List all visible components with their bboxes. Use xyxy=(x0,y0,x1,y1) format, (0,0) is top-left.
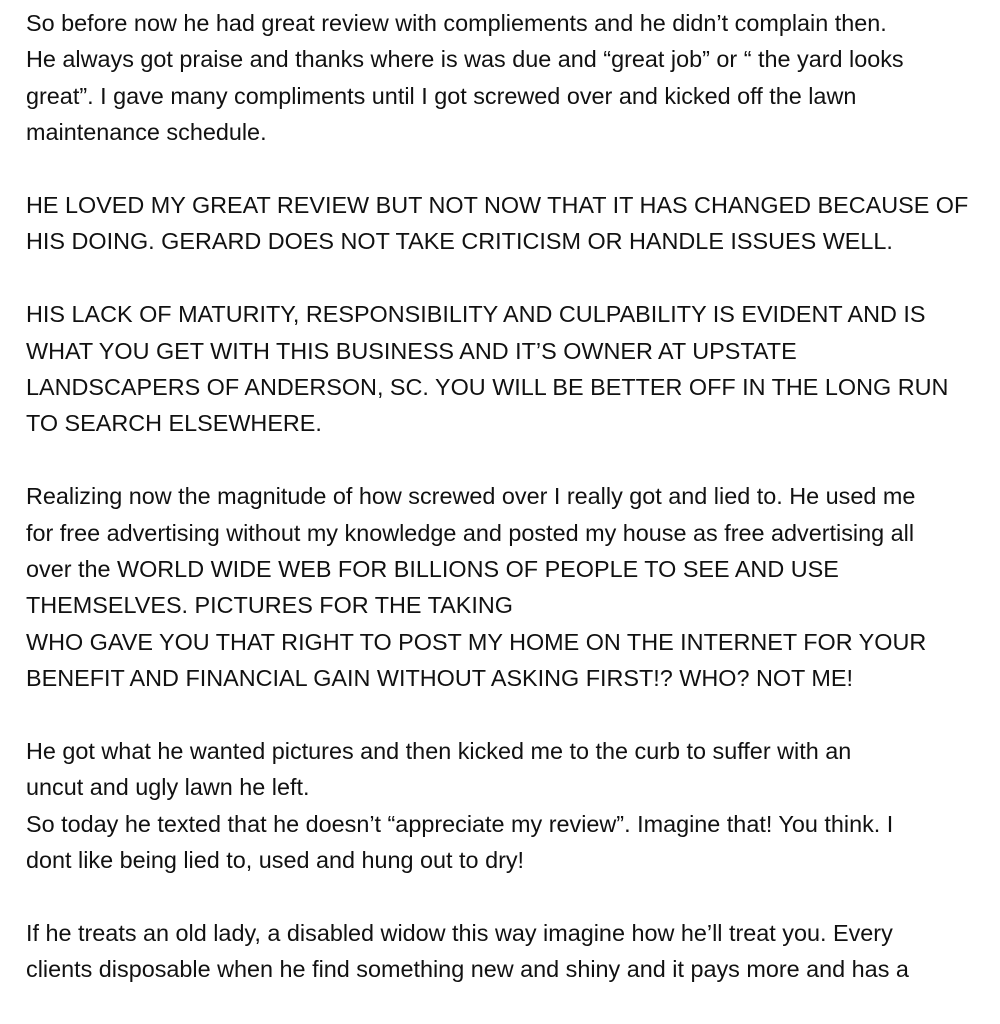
paragraph-4 xyxy=(26,478,986,696)
text-line: TO SEARCH ELSEWHERE. xyxy=(26,410,322,437)
review-text xyxy=(26,5,986,1024)
text-line: clients disposable when he find something new and shiny and it pays more and has a xyxy=(26,956,909,983)
text-line: Realizing now the magnitude of how screwed over I really got and lied to. He used me xyxy=(26,483,916,510)
text-line: over the WORLD WIDE WEB FOR BILLIONS OF PEOPLE TO SEE AND USE xyxy=(26,556,839,583)
text-line: WHAT YOU GET WITH THIS BUSINESS AND IT’S OWNER AT UPSTATE xyxy=(26,337,797,364)
text-line: great”. I gave many compliments until I got screwed over and kicked off the lawn xyxy=(26,82,857,109)
paragraph-2 xyxy=(26,187,986,260)
text-line: WHO GAVE YOU THAT RIGHT TO POST MY HOME ON THE INTERNET FOR YOUR xyxy=(26,628,927,655)
paragraph-1 xyxy=(26,5,986,151)
text-line: THEMSELVES. PICTURES FOR THE TAKING xyxy=(26,592,513,619)
text-line: If he treats an old lady, a disabled widow this way imagine how he’ll treat you. Every xyxy=(26,920,893,947)
text-line: So today he texted that he doesn’t “appreciate my review”. Imagine that! You think. I xyxy=(26,810,894,837)
text-line: for free advertising without my knowledge and posted my house as free advertising all xyxy=(26,519,915,546)
text-line: maintenance schedule. xyxy=(26,119,267,146)
text-line: uncut and ugly lawn he left. xyxy=(26,774,310,801)
text-line: HIS LACK OF MATURITY, RESPONSIBILITY AND CULPABILITY IS EVIDENT AND IS xyxy=(26,301,926,328)
paragraph-5 xyxy=(26,733,986,879)
text-line: HE LOVED MY GREAT REVIEW BUT NOT NOW THAT IT HAS CHANGED BECAUSE OF xyxy=(26,192,969,219)
paragraph-3 xyxy=(26,296,986,442)
text-line: He always got praise and thanks where is was due and “great job” or “ the yard looks xyxy=(26,46,904,73)
text-line: LANDSCAPERS OF ANDERSON, SC. YOU WILL BE BETTER OFF IN THE LONG RUN xyxy=(26,374,949,401)
paragraph-6 xyxy=(26,915,986,988)
text-line: BENEFIT AND FINANCIAL GAIN WITHOUT ASKING FIRST!? WHO? NOT ME! xyxy=(26,665,854,692)
text-line: So before now he had great review with complieme​nts and he didn’t complain then. xyxy=(26,10,887,36)
text-line: HIS DOING. GERARD DOES NOT TAKE CRITICISM OR HANDLE ISSUES WELL. xyxy=(26,228,893,255)
text-line: He got what he wanted pictures and then kicked me to the curb to suffer with an xyxy=(26,738,852,765)
text-line: dont like being lied to, used and hung out to dry! xyxy=(26,847,525,874)
